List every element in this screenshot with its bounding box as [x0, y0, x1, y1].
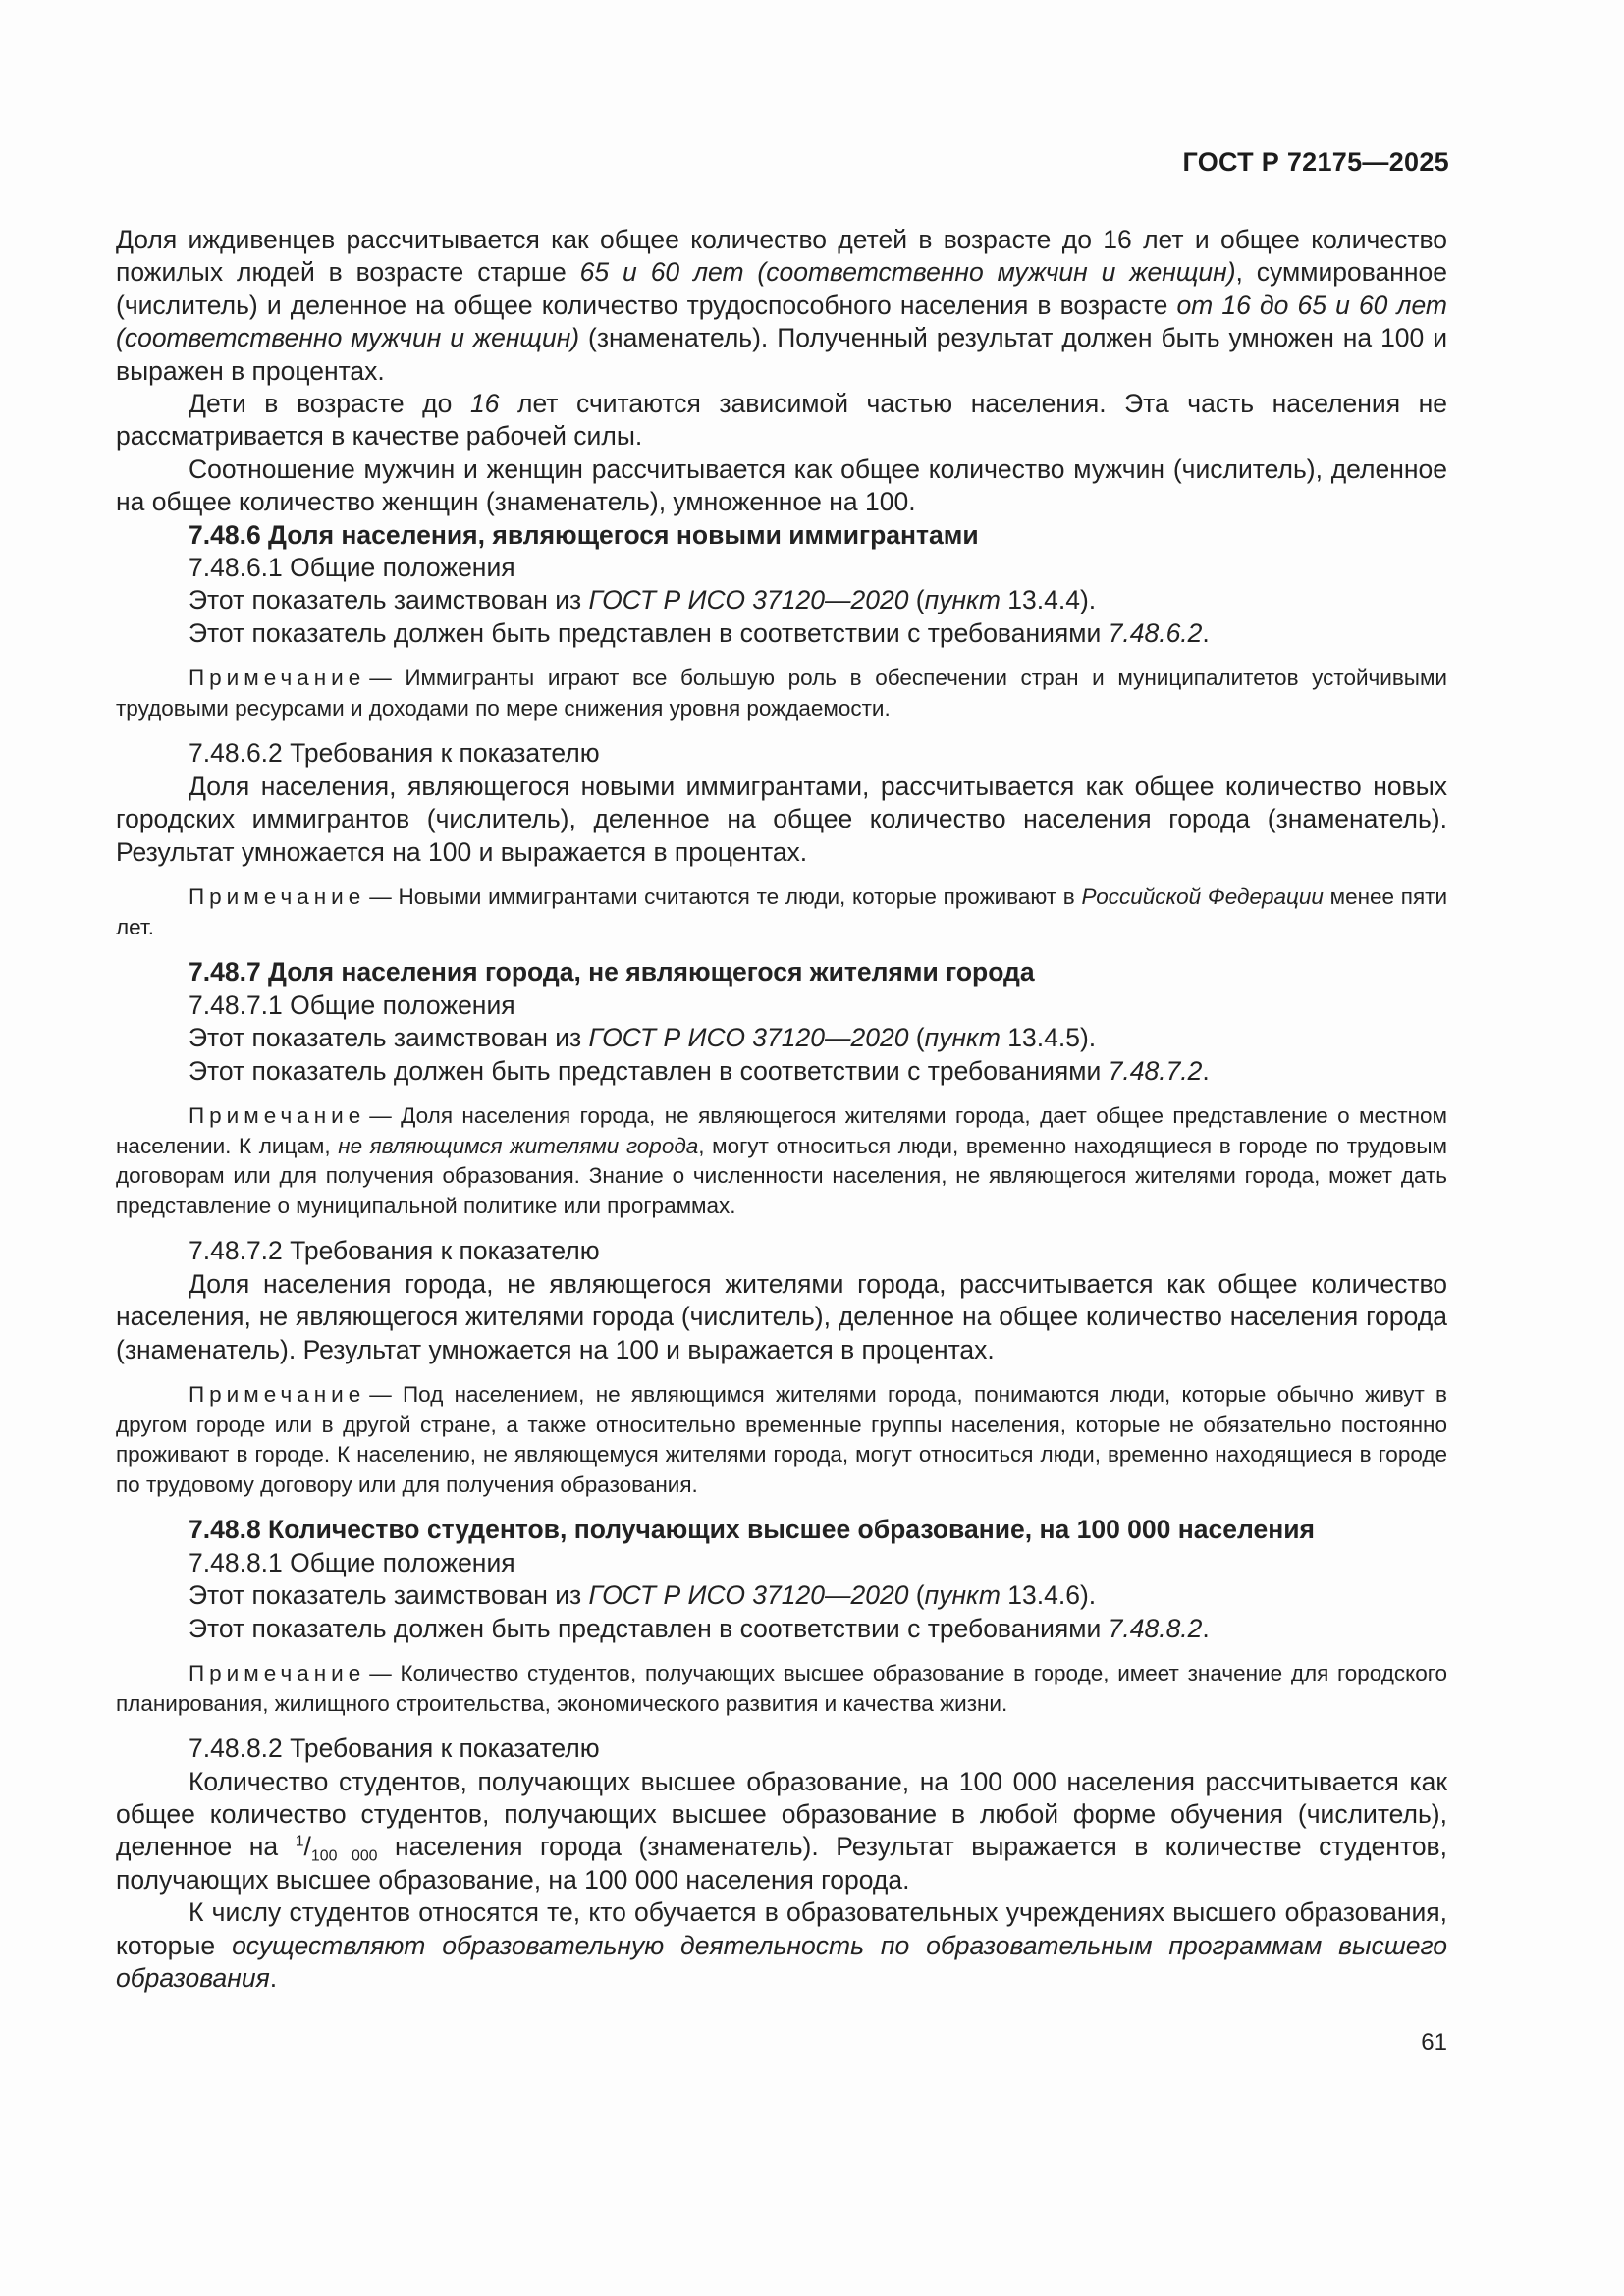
paragraph-sex-ratio: Соотношение мужчин и женщин рассчитывается как общее количество мужчин (числитель), деленное на общее количество женщин (знаменатель), умноженное на 100. [116, 454, 1447, 517]
note-7-48-7-1 [116, 1101, 1447, 1221]
paragraph-body-7-48-6-2: Доля населения, являющегося новыми иммигрантами, рассчитывается как общее количество новых городских иммигрантов (числитель), деленное на общее количество населения города (знаменатель). Результат умножается на 100 и выражается в процентах. [116, 771, 1447, 867]
note-text-italic: не являющимся жителями города [338, 1133, 699, 1158]
text-run: Этот показатель заимствован из [189, 585, 589, 615]
text-run: Этот показатель заимствован из [189, 1580, 589, 1611]
text-run: Этот показатель должен быть представлен в соответствии с требованиями [189, 1055, 1109, 1086]
text-run: . [1202, 617, 1210, 648]
note-text: , могут относиться люди, временно находящиеся в городе по трудовым договорам или для получения образования. Знание о численности населения, не являющегося жителями города, может дать представление о муниципальной политике или программах. [116, 1133, 1448, 1218]
text-run-italic: осуществляют образовательную деятельность по образовательным программам высшего образования [116, 1930, 1447, 1993]
note-dash: — [369, 666, 392, 691]
subsection-heading-7-48-6-1: 7.48.6.1 Общие положения [189, 553, 515, 583]
note-dash: — [369, 884, 392, 910]
paragraph-source-7-48-8 [116, 1579, 1447, 1612]
paragraph-students-definition [116, 1896, 1447, 1995]
clause-reference: 7.48.8.2 [1108, 1613, 1203, 1643]
text-run: 13.4.4). [1000, 585, 1097, 615]
note-text-italic: Российской Федерации [1081, 884, 1324, 910]
note-text: Под населением, не являющимся жителями города, понимаются люди, которые обычно живут в другом городе или в другой стране, а также относительно временные группы населения, которые не обязательно постоянно проживают в городе. К населению, не являющемуся жителями города, могут относиться люди, временно находящиеся в городе по трудовому договору или для получения образования. [116, 1381, 1447, 1497]
note-dash: — [369, 1102, 392, 1128]
note-7-48-8-1 [116, 1659, 1447, 1719]
note-dash: — [369, 1381, 392, 1407]
paragraph-requirements-ref-7-48-8 [116, 1613, 1447, 1645]
text-run-italic: от 16 до 65 и 60 лет (соответственно мужчин и женщин) [116, 290, 1447, 353]
page-number: 61 [1421, 2029, 1447, 2056]
text-run-italic: 16 [469, 389, 500, 419]
text-run-italic: пункт [924, 1023, 1001, 1053]
note-label: Примечание [189, 1102, 366, 1128]
paragraph-requirements-ref-7-48-7 [116, 1055, 1447, 1088]
text-run: 13.4.6). [1000, 1580, 1097, 1611]
fraction-numerator: 1 [295, 1833, 304, 1850]
section-heading-7-48-8: 7.48.8 Количество студентов, получающих высшее образование, на 100 000 населения [189, 1515, 1315, 1545]
text-run: ( [908, 1580, 925, 1611]
text-run: . [269, 1962, 278, 1993]
section-heading-7-48-7: 7.48.7 Доля населения города, не являющегося жителями города [189, 957, 1035, 988]
note-text: менее пяти лет. [116, 884, 1448, 939]
note-label: Примечание [189, 666, 366, 691]
subsection-heading-7-48-6-2: 7.48.6.2 Требования к показателю [189, 738, 600, 769]
text-run: ( [908, 1023, 925, 1053]
text-run: , суммированное (числитель) и деленное на общее количество трудоспособного населения в возрасте [116, 257, 1447, 320]
text-run-italic: пункт [924, 585, 1001, 615]
note-label: Примечание [189, 1381, 366, 1407]
note-dash: — [369, 1660, 392, 1685]
paragraph-body-7-48-7-2: Доля населения города, не являющегося жителями города, рассчитывается как общее количество населения, не являющегося жителями города (числитель), деленное на общее количество населения города (знаменатель). Результат умножается на 100 и выражается в процентах. [116, 1268, 1447, 1364]
standard-reference: ГОСТ Р ИСО 37120—2020 [588, 585, 909, 615]
paragraph-source-7-48-6 [116, 584, 1447, 616]
text-run: ( [908, 585, 925, 615]
note-text: Доля населения города, не являющегося жителями города, дает общее представление о местном населении. К лицам, [116, 1102, 1447, 1158]
text-run: 13.4.5). [1000, 1023, 1097, 1053]
text-run-italic: пункт [924, 1580, 1001, 1611]
text-run: . [1202, 1613, 1210, 1643]
text-run: К числу студентов относятся те, кто обучается в образовательных учреждениях высшего образования, которые [116, 1897, 1447, 1960]
text-run: (знаменатель). Полученный результат должен быть умножен на 100 и выражен в процентах. [116, 323, 1447, 386]
clause-reference: 7.48.6.2 [1108, 617, 1203, 648]
subsection-heading-7-48-8-1: 7.48.8.1 Общие положения [189, 1547, 515, 1577]
text-run: . [1202, 1055, 1210, 1086]
fraction-denominator: 100 000 [310, 1847, 378, 1865]
clause-reference: 7.48.7.2 [1108, 1055, 1203, 1086]
section-heading-7-48-6: 7.48.6 Доля населения, являющегося новыми иммигрантами [189, 519, 979, 550]
fraction-slash: / [303, 1832, 311, 1862]
note-label: Примечание [189, 1660, 366, 1685]
text-run: лет считаются зависимой частью населения. Эта часть населения не рассматривается в качестве рабочей силы. [116, 389, 1447, 452]
text-run: населения города (знаменатель). Результат выражается в количестве студентов, получающих высшее образование, на 100 000 населения города. [116, 1832, 1447, 1895]
text-run: Этот показатель должен быть представлен в соответствии с требованиями [189, 617, 1109, 648]
text-run: Этот показатель заимствован из [189, 1023, 589, 1053]
text-run-italic: 65 и 60 лет (соответственно мужчин и женщин) [579, 257, 1236, 288]
paragraph-body-7-48-8-2 [116, 1766, 1447, 1897]
text-run: Количество студентов, получающих высшее образование, на 100 000 населения рассчитывается как общее количество студентов, получающих высшее образование в любой форме обучения (числитель), деленное на [116, 1766, 1447, 1862]
paragraph-requirements-ref-7-48-6 [116, 617, 1447, 650]
subsection-heading-7-48-7-2: 7.48.7.2 Требования к показателю [189, 1236, 600, 1266]
text-run: Доля иждивенцев рассчитывается как общее количество детей в возрасте до 16 лет и общее количество пожилых людей в возрасте старше [116, 225, 1447, 288]
subsection-heading-7-48-7-1: 7.48.7.1 Общие положения [189, 989, 515, 1020]
text-run: Этот показатель должен быть представлен в соответствии с требованиями [189, 1613, 1109, 1643]
note-7-48-6-1 [116, 664, 1447, 723]
paragraph-dependency-ratio [116, 224, 1447, 388]
note-text: Новыми иммигрантами считаются те люди, которые проживают в [391, 884, 1082, 910]
note-label: Примечание [189, 884, 366, 910]
subsection-heading-7-48-8-2: 7.48.8.2 Требования к показателю [189, 1734, 600, 1764]
paragraph-children-dependent [116, 388, 1447, 454]
note-text: Иммигранты играют все большую роль в обеспечении стран и муниципалитетов устойчивыми трудовыми ресурсами и доходами по мере снижения уровня рождаемости. [116, 666, 1447, 721]
note-7-48-7-2 [116, 1380, 1447, 1500]
note-7-48-6-2 [116, 882, 1447, 942]
note-text: Количество студентов, получающих высшее образование в городе, имеет значение для городского планирования, жилищного строительства, экономического развития и качества жизни. [116, 1660, 1447, 1716]
standard-reference: ГОСТ Р ИСО 37120—2020 [588, 1580, 909, 1611]
page-content [116, 224, 1447, 1995]
text-run: Дети в возрасте до [189, 389, 470, 419]
standard-reference: ГОСТ Р ИСО 37120—2020 [588, 1023, 909, 1053]
paragraph-source-7-48-7 [116, 1022, 1447, 1054]
page-header-standard-title: ГОСТ Р 72175—2025 [1182, 147, 1449, 177]
